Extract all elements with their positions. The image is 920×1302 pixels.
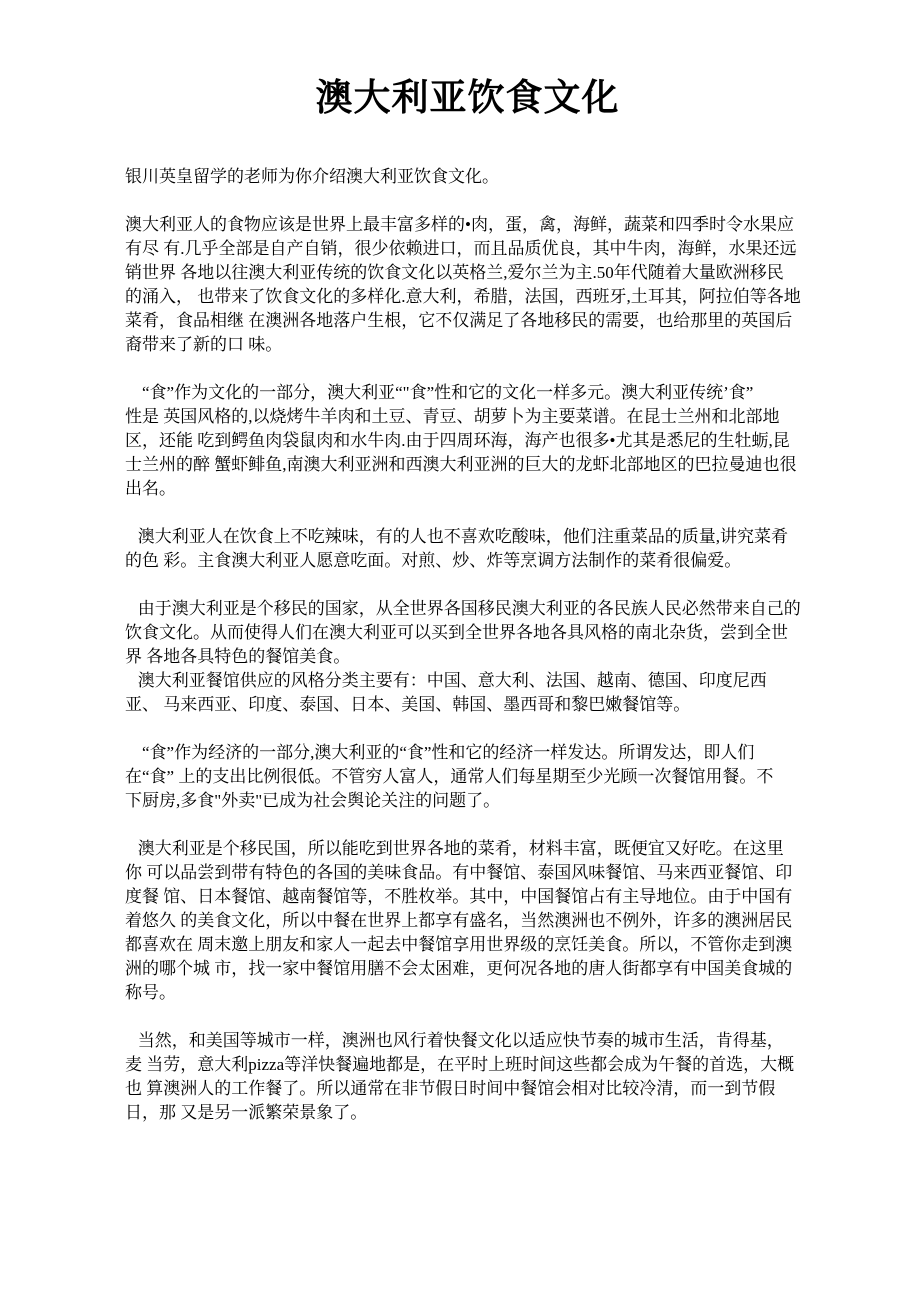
paragraph [125,837,810,1005]
text-line: 在“食” 上的支出比例很低。不管穷人富人，通常人们每星期至少光顾一次餐馆用餐。不 [125,767,774,786]
text-line: 度餐 馆、日本餐馆、越南餐馆等，不胜枚举。其中，中国餐馆占有主导地位。由于中国有 [125,887,793,906]
text-line: 裔带来了新的口 味。 [125,335,283,354]
text-line: 界 各地各具特色的餐馆美食。 [125,647,351,666]
document-title: 澳大利亚饮食文化 [315,78,620,119]
text-line: 区，还能 吃到鳄鱼肉袋鼠肉和水牛肉.由于四周环海，海产也很多•尤其是悉尼的生牡蛎,昆 [125,431,790,450]
paragraph [125,597,810,717]
text-line: 洲的哪个城 市，找一家中餐馆用膳不会太困难，更何况各地的唐人街都享有中国美食城的 [125,959,793,978]
text-line: 澳大利亚餐馆供应的风格分类主要有：中国、意大利、法国、越南、德国、印度尼西 [125,671,767,690]
text-line: 称号。 [125,983,176,1002]
text-line: 下厨房,多食"外卖"已成为社会舆论关注的问题了。 [125,791,501,810]
paragraph [125,213,810,357]
text-line: 麦 当劳，意大利pizza等洋快餐遍地都是，在平时上班时间这些都会成为午餐的首选，大概 [125,1055,795,1074]
intro-line: 银川英皇留学的老师为你介绍澳大利亚饮食文化。 [125,167,499,186]
text-line: “食”作为经济的一部分,澳大利亚的“食”性和它的经济一样发达。所谓发达，即人们 [125,743,755,762]
text-line: 亚、 马来西亚、印度、泰国、日本、美国、韩国、墨西哥和黎巴嫩餐馆等。 [125,695,691,714]
text-line: 你 可以品尝到带有特色的各国的美味食品。有中餐馆、泰国风味餐馆、马来西亚餐馆、印 [125,863,793,882]
text-line: 的色 彩。主食澳大利亚人愿意吃面。对煎、炒、炸等烹调方法制作的菜肴很偏爱。 [125,551,742,570]
text-line: 的涌入， 也带来了饮食文化的多样化.意大利，希腊，法国，西班牙,土耳其，阿拉伯等各地 [125,287,801,306]
text-line: 菜肴，食品相继 在澳洲各地落户生根，它不仅满足了各地移民的需要，也给那里的英国后 [125,311,793,330]
text-line: 澳大利亚人在饮食上不吃辣味，有的人也不喜欢吃酸味，他们注重菜品的质量,讲究菜肴 [125,527,788,546]
paragraph [125,525,810,573]
paragraph [125,1029,810,1125]
text-line: 澳大利亚是个移民国，所以能吃到世界各地的菜肴，材料丰富，既便宜又好吃。在这里 [125,839,784,858]
text-line: 由于澳大利亚是个移民的国家，从全世界各国移民澳大利亚的各民族人民必然带来自己的 [125,599,801,618]
text-line: 士兰州的醉 蟹虾鲱鱼,南澳大利亚洲和西澳大利亚洲的巨大的龙虾北部地区的巴拉曼迪也很 [125,455,797,474]
text-line: 着悠久 的美食文化，所以中餐在世界上都享有盛名，当然澳洲也不例外，许多的澳洲居民 [125,911,793,930]
text-line: 都喜欢在 周末邀上朋友和家人一起去中餐馆享用世界级的烹饪美食。所以，不管你走到澳 [125,935,793,954]
text-line: 饮食文化。从而使得人们在澳大利亚可以买到全世界各地各具风格的南北杂货，尝到全世 [125,623,788,642]
text-line: 性是 英国风格的,以烧烤牛羊肉和土豆、青豆、胡萝卜为主要菜谱。在昆士兰州和北部地 [125,407,780,426]
text-line: 日，那 又是另一派繁荣景象了。 [125,1103,368,1122]
text-line: 澳大利亚人的食物应该是世界上最丰富多样的•肉，蛋，禽，海鲜，蔬菜和四季时令水果应 [125,215,794,234]
paragraph [125,381,810,501]
text-line: 当然，和美国等城市一样，澳洲也风行着快餐文化以适应快节奏的城市生活，肯得基， [125,1031,784,1050]
text-line: “食”作为文化的一部分，澳大利亚“"食”性和它的文化一样多元。澳大利亚传统’食” [125,383,754,402]
text-line: 有尽 有.几乎全部是自产自销，很少依赖进口，而且品质优良，其中牛肉，海鲜，水果还远 [125,239,797,258]
paragraph [125,741,810,813]
document-body [125,213,810,1125]
text-line: 出名。 [125,479,176,498]
text-line: 销世界 各地以往澳大利亚传统的饮食文化以英格兰,爱尔兰为主.50年代随着大量欧洲移民 [125,263,784,282]
text-line: 也 算澳洲人的工作餐了。所以通常在非节假日时间中餐馆会相对比较冷清，而一到节假 [125,1079,776,1098]
